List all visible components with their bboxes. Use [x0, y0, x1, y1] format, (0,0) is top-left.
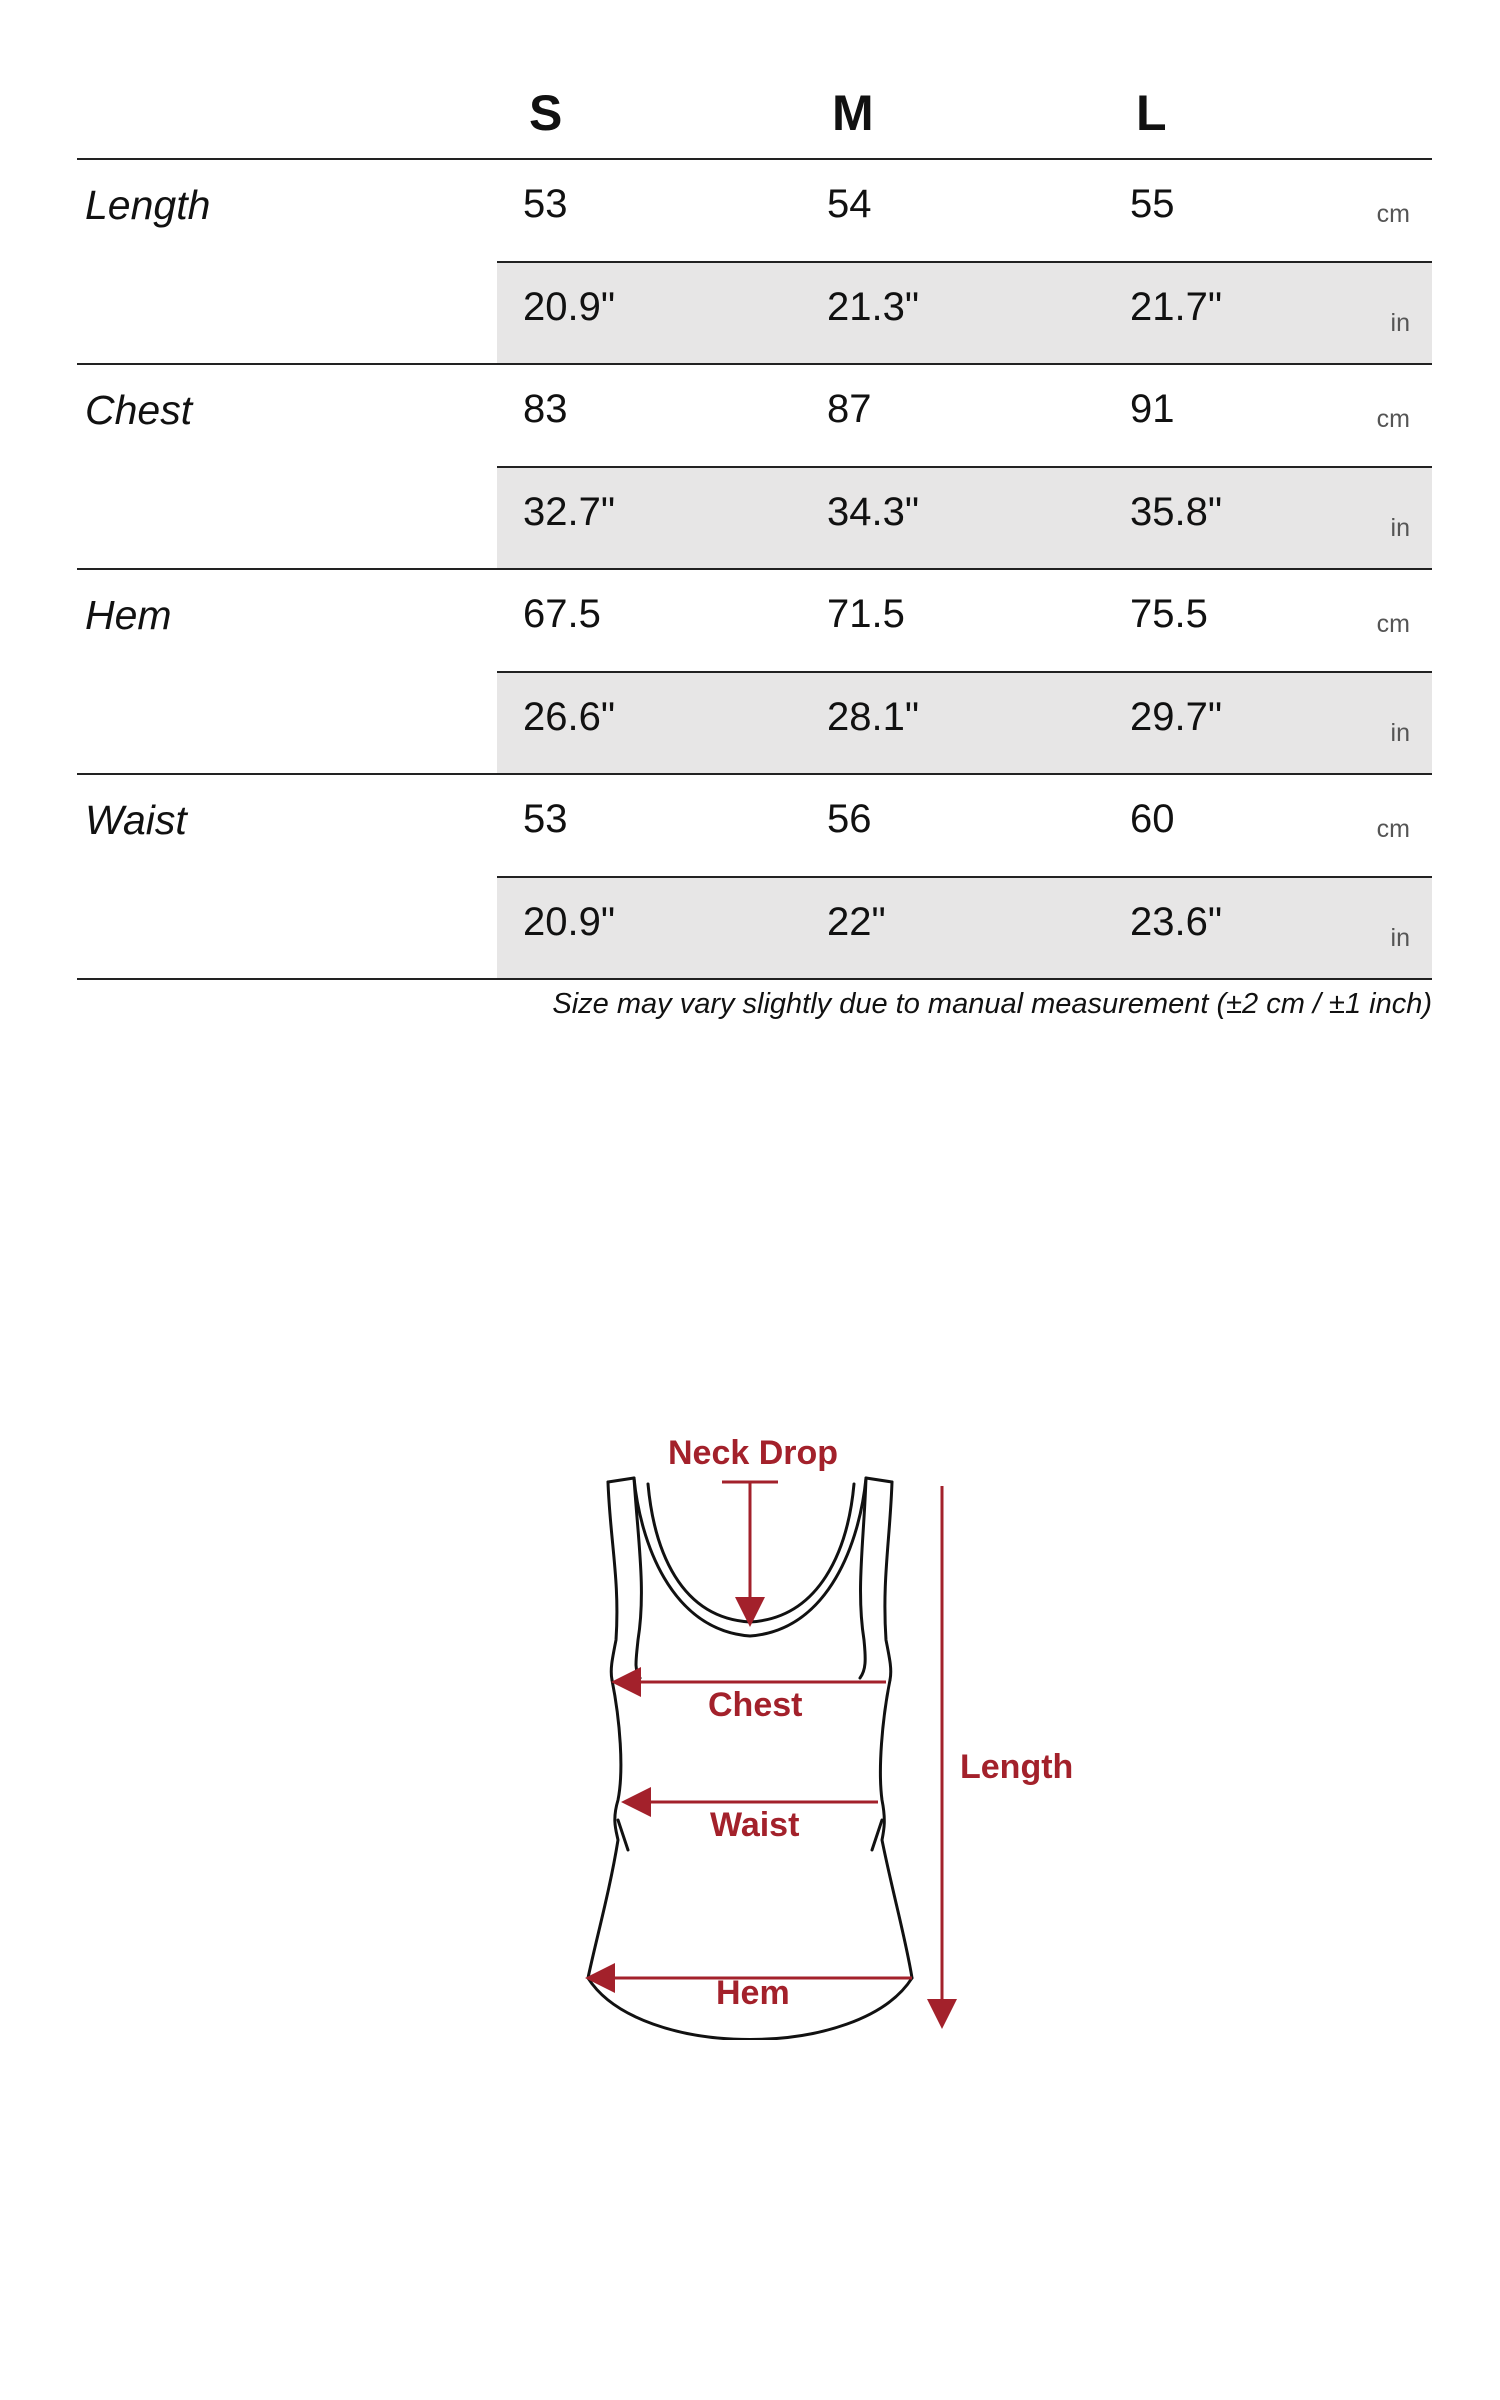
value-cell: 22": [827, 900, 886, 944]
value-cell: 20.9": [523, 285, 616, 329]
value-cell: 71.5: [827, 592, 905, 636]
value-cell: 91: [1130, 387, 1175, 431]
value-cell: 67.5: [523, 592, 601, 636]
unit-label: in: [1390, 924, 1410, 952]
neck-drop-label: Neck Drop: [668, 1434, 839, 1472]
measurement-group-waist: [77, 775, 1432, 980]
value-cell: 21.7": [1130, 285, 1223, 329]
unit-label: in: [1390, 514, 1410, 542]
waist-label: Waist: [710, 1806, 800, 1844]
value-cell: 29.7": [1130, 695, 1223, 739]
value-cell: 35.8": [1130, 490, 1223, 534]
cm-row: [497, 160, 1432, 261]
in-row: [497, 261, 1432, 363]
length-label: Length: [960, 1748, 1074, 1786]
size-header-row: [77, 70, 1432, 160]
measurement-label: Hem: [85, 592, 172, 638]
unit-label: cm: [1376, 405, 1410, 433]
value-cell: 87: [827, 387, 872, 431]
value-cell: 56: [827, 797, 872, 841]
measurement-group-chest: [77, 365, 1432, 570]
value-cell: 54: [827, 182, 872, 226]
hem-label: Hem: [716, 1974, 790, 2012]
unit-label: in: [1390, 309, 1410, 337]
size-header-l: L: [1136, 85, 1167, 141]
value-cell: 83: [523, 387, 568, 431]
size-table: [77, 70, 1432, 980]
measurement-group-length: [77, 160, 1432, 365]
value-cell: 26.6": [523, 695, 616, 739]
cm-row: [497, 570, 1432, 671]
measurement-label: Waist: [85, 797, 187, 843]
value-cell: 55: [1130, 182, 1175, 226]
value-cell: 53: [523, 182, 568, 226]
value-cell: 75.5: [1130, 592, 1208, 636]
measurement-label: Length: [85, 182, 211, 228]
unit-label: cm: [1376, 610, 1410, 638]
cm-row: [497, 775, 1432, 876]
tank-top-diagram: [560, 1420, 1080, 2040]
value-cell: 34.3": [827, 490, 920, 534]
value-cell: 21.3": [827, 285, 920, 329]
unit-label: cm: [1376, 815, 1410, 843]
in-row: [497, 876, 1432, 978]
unit-label: cm: [1376, 200, 1410, 228]
measurement-group-hem: [77, 570, 1432, 775]
size-header-s: S: [529, 85, 563, 141]
chest-label: Chest: [708, 1686, 803, 1724]
in-row: [497, 466, 1432, 568]
value-cell: 28.1": [827, 695, 920, 739]
value-cell: 53: [523, 797, 568, 841]
value-cell: 32.7": [523, 490, 616, 534]
value-cell: 20.9": [523, 900, 616, 944]
value-cell: 60: [1130, 797, 1175, 841]
tank-top-outline-svg: [560, 1420, 1080, 2040]
unit-label: in: [1390, 719, 1410, 747]
cm-row: [497, 365, 1432, 466]
measurement-label: Chest: [85, 387, 193, 433]
value-cell: 23.6": [1130, 900, 1223, 944]
measurement-note: Size may vary slightly due to manual measurement (±2 cm / ±1 inch): [552, 988, 1432, 1020]
measurement-arrows: [600, 1482, 942, 2014]
in-row: [497, 671, 1432, 773]
size-header-m: M: [832, 85, 874, 141]
